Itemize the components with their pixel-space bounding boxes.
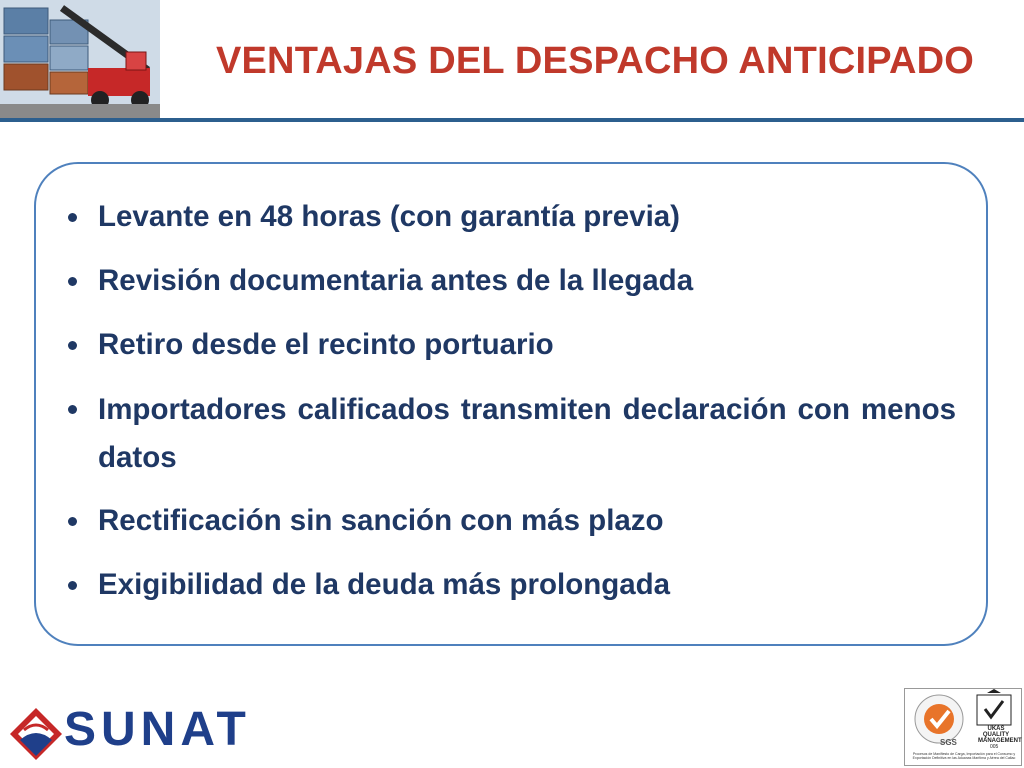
bullet-dot-icon — [68, 517, 77, 526]
ukas-subtitle: QUALITY MANAGEMENT — [978, 732, 1022, 744]
title-divider — [0, 118, 1024, 122]
bullet-text: Revisión documentaria antes de la llegada — [98, 264, 694, 297]
container-port-illustration — [0, 0, 160, 118]
bullet-text: Importadores calificados transmiten declaración con menos datos — [98, 393, 956, 474]
bullet-item — [62, 258, 956, 304]
sgs-label: SGS — [940, 738, 957, 747]
ukas-name: UKAS — [987, 726, 1005, 732]
bullet-text: Retiro desde el recinto portuario — [98, 328, 554, 361]
ukas-label — [978, 726, 1022, 744]
bullet-dot-icon — [68, 341, 77, 350]
sunat-logo-text: SUNAT — [64, 703, 251, 756]
bullet-item — [62, 194, 956, 240]
bullet-item — [62, 562, 956, 608]
bullet-dot-icon — [68, 213, 77, 222]
bullet-dot-icon — [68, 405, 77, 414]
bullet-list — [62, 194, 956, 626]
certification-caption: Procesos de Manifiesto de Carga, Importación para el Consumo y Exportación Definitiva en las Aduanas Marítima y Aérea del Callao — [912, 752, 1016, 760]
ukas-number: 005 — [990, 744, 999, 750]
bullet-text: Rectificación sin sanción con más plazo — [98, 504, 664, 537]
bullet-item — [62, 322, 956, 368]
slide-title: VENTAJAS DEL DESPACHO ANTICIPADO — [215, 40, 975, 82]
bullet-text: Levante en 48 horas (con garantía previa) — [98, 200, 681, 233]
bullet-item — [62, 386, 956, 482]
bullet-item — [62, 498, 956, 544]
bullet-dot-icon — [68, 581, 77, 590]
bullet-dot-icon — [68, 277, 77, 286]
header-photo — [0, 0, 160, 118]
bullet-text: Exigibilidad de la deuda más prolongada — [98, 568, 671, 601]
